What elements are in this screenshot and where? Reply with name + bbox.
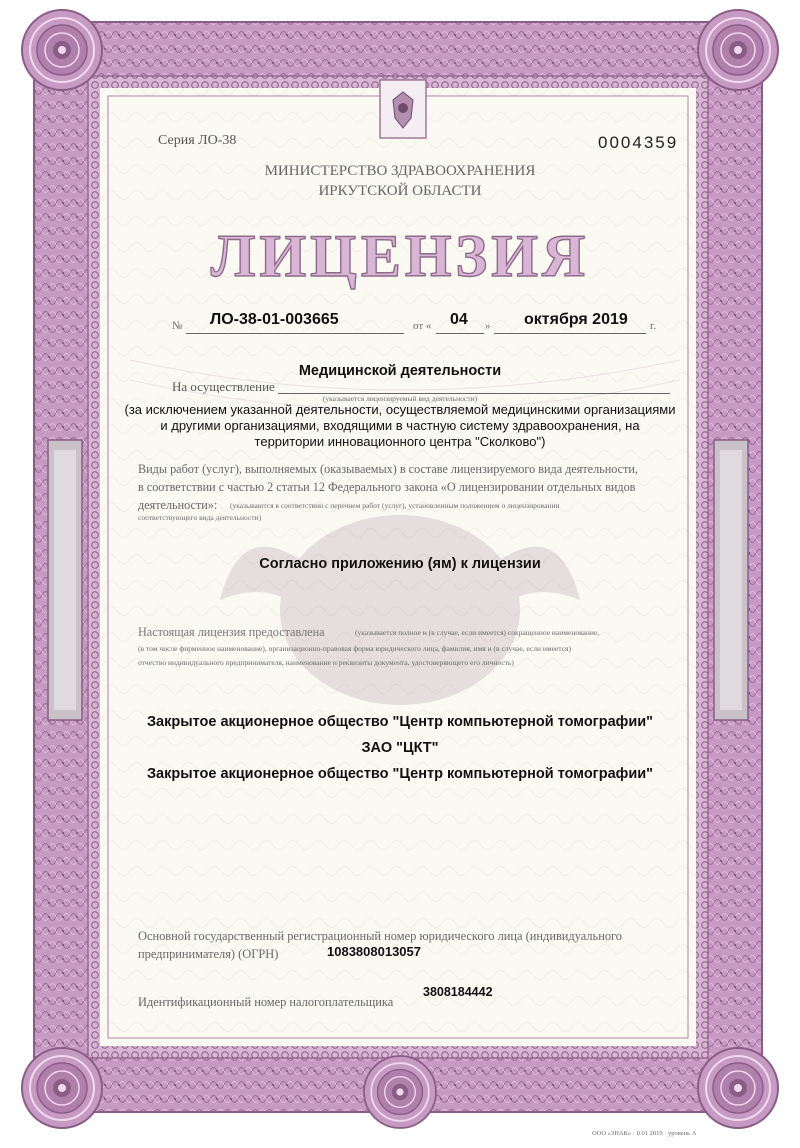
activity-note-2: и другими организациями, входящими в частную систему здравоохранения, на: [160, 418, 640, 433]
license-title: ЛИЦЕНЗИЯ: [210, 223, 590, 289]
ogrn-label-2: предпринимателя) (ОГРН): [138, 947, 279, 961]
ministry-line-1: МИНИСТЕРСТВО ЗДРАВООХРАНЕНИЯ: [264, 163, 536, 179]
license-number: ЛО-38-01-003665: [210, 311, 339, 328]
number-sign: №: [172, 320, 183, 332]
licensee-small-2: (в том числе фирменное наименование), организационно-правовая форма юридического лица, фамилия, имя и (в случае, если имеется): [138, 644, 571, 653]
works-line-4-small: соответствующего вида деятельности): [138, 513, 262, 522]
day-line: [436, 333, 484, 334]
form-number: 0004359: [598, 133, 679, 152]
activity-note-1: (за исключением указанной деятельности, осуществляемой медицинскими организациями: [124, 402, 676, 417]
inn-value: 3808184442: [423, 985, 493, 999]
quote-close: »: [485, 320, 491, 332]
series-label: Серия ЛО-38: [158, 133, 237, 148]
works-line-2: в соответствии с частью 2 статьи 12 Федерального закона «О лицензировании отдельных видов: [138, 480, 636, 494]
licensee-full-name: Закрытое акционерное общество "Центр компьютерной томографии": [146, 714, 654, 730]
inn-label: Идентификационный номер налогоплательщика: [138, 995, 394, 1009]
printer-imprint: ООО «ЗНАК» · 0 01 2019 · уровень А: [592, 1130, 697, 1137]
licensee-intro: Настоящая лицензия предоставлена: [138, 625, 325, 639]
activity-note-3: территории инновационного центра "Сколково"): [254, 434, 546, 449]
license-month-year: октября 2019: [524, 311, 628, 328]
works-line-3: деятельности»:: [138, 498, 218, 512]
ministry-line-2: ИРКУТСКОЙ ОБЛАСТИ: [318, 183, 482, 199]
licensee-short-name: ЗАО "ЦКТ": [361, 740, 439, 756]
works-line-3-small: (указываются в соответствии с перечнем работ (услуг), установленным положением о лицензировании: [230, 501, 560, 510]
activity-value: Медицинской деятельности: [298, 363, 502, 379]
ogrn-value: 1083808013057: [327, 944, 421, 959]
ogrn-label-1: Основной государственный регистрационный номер юридического лица (индивидуального: [138, 929, 623, 943]
licensee-small-3: отчество индивидуального предпринимателя, наименование и реквизиты документа, удостоверяющего его личность): [138, 658, 514, 667]
from-label: от «: [413, 320, 432, 332]
licensee-intro-small: (указывается полное и (в случае, если имеется) сокращенное наименование,: [355, 628, 600, 637]
month-line: [494, 333, 646, 334]
works-value: Согласно приложению (ям) к лицензии: [259, 556, 541, 572]
year-suffix: г.: [650, 320, 657, 332]
activity-label: На осуществление: [172, 379, 275, 394]
number-line: [186, 333, 404, 334]
works-line-1: Виды работ (услуг), выполняемых (оказываемых) в составе лицензируемого вида деятельности,: [138, 462, 638, 476]
activity-hint: (указывается лицензируемый вид деятельности): [322, 394, 478, 403]
licensee-brand-name: Закрытое акционерное общество "Центр компьютерной томографии": [146, 766, 654, 782]
license-day: 04: [450, 311, 468, 328]
